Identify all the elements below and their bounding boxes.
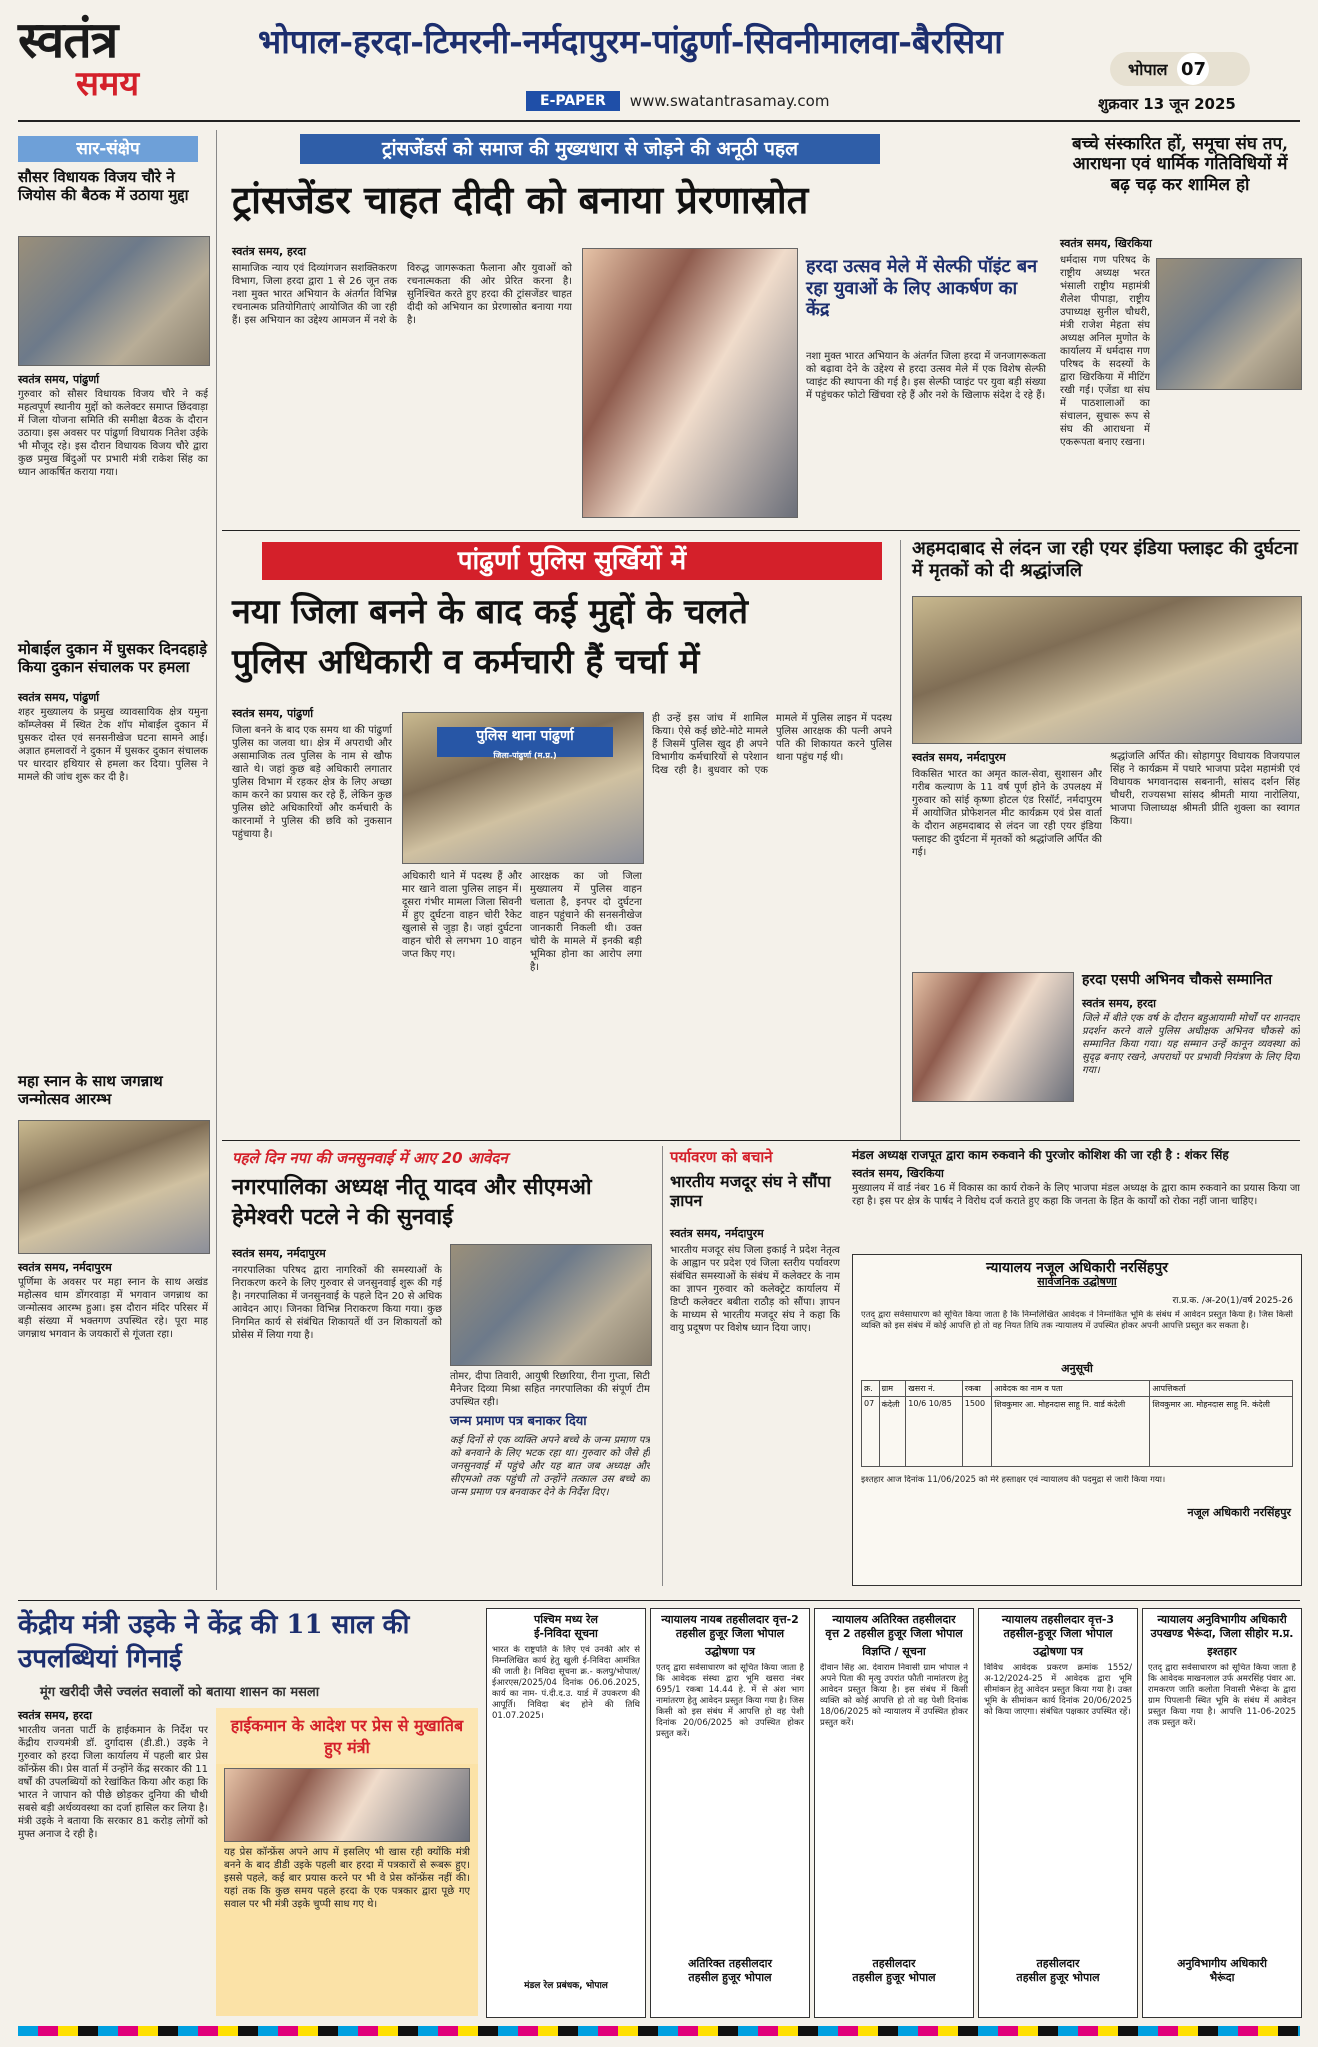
edition-title: भोपाल-हरदा-टिमरनी-नर्मदापुरम-पांढुर्णा-सिवनीमालवा-बैरसिया	[258, 22, 1003, 61]
police-station-sign-text: पुलिस थाना पांढुर्णा	[476, 728, 574, 744]
left-column-divider	[216, 130, 217, 1590]
left-story2-byline: स्वतंत्र समय, पांढुर्णा	[18, 691, 100, 704]
air-india-byline: स्वतंत्र समय, नर्मदापुरम	[912, 751, 1006, 764]
issue-date: शुक्रवार 13 जून 2025	[1098, 95, 1236, 113]
minister-box	[216, 1708, 478, 2016]
notice3-subtitle: तहसील-हुजूर जिला भोपाल	[1003, 1627, 1113, 1640]
police-body-col1: जिला बनने के बाद एक समय था की पांढुर्णा पुलिस का जलवा था। क्षेत्र में अपराधी और असामाजिक तत्व पुलिस के नाम से खौफ खाते थे। जहां कुछ बड़े अधिकारी लगातार पुलिस विभाग में रहकर क्षेत्र के लिए अच्छा काम करने का प्रयास कर रहे हैं, लेकिन कुछ पुलिस छोटे अधिकारियों और कर्मचारी के कारनामों ने पुलिस की छवि को नुकसान पहुंचाया है।	[232, 725, 392, 840]
municipal-body: नगरपालिका परिषद द्वारा नागरिकों की समस्याओं के निराकरण करने के लिए गुरुवार से जनसुनवाई शुरू की गई है। नगरपालिका में जनसुनवाई के पहले दिन 20 से अधिक आवेदन आए। जिनका विभिन्न निराकरण किया गया। कुछ निगमित कार्य से संबंधित शिकायतें थीं उन शिकायतों को प्रोसेस में लिया गया है।	[232, 1265, 442, 1341]
police-headline-line2: पुलिस अधिकारी व कर्मचारी हैं चर्चा में	[232, 642, 700, 682]
page-city: भोपाल	[1128, 60, 1168, 79]
court-td: कंदेली	[879, 1397, 906, 1467]
selfie-point-headline: हरदा उत्सव मेले में सेल्फी पॉइंट बन रहा युवाओं के लिए आकर्षण का केंद्र	[806, 256, 1038, 321]
shankar-singh-byline: स्वतंत्र समय, खिरकिया	[852, 1167, 944, 1180]
right-top-body: धर्मदास गण परिषद के राष्ट्रीय अध्यक्ष भरत भंसाली राष्ट्रीय महामंत्री शैलेश पीपाड़ा, राष्ट्रीय उपाध्यक्ष सुनील चौधरी, मंत्री राजेश मेहता संघ अध्यक्ष अनिल मुणोत के कार्यालय में धर्मदास गण परिषद के सदस्यों के द्वारा खिरकिया में मीटिंग रखी गई। एजेंडा था संघ में पाठशालाओं का संचालन, सुचारू रूप से संघ की आराधना में एकरूपता बनाए रखना।	[1060, 255, 1150, 448]
addl-tahsildar-notice	[814, 1608, 974, 2018]
police-body-col4: ही उन्हें इस जांच में शामिल किया। ऐसे कई छोटे-मोटे मामले हैं जिसमें पुलिस खुद ही अपने विभागीय कर्मचारियों से परेशान दिख रही है। बुधवार को एक मामले में पुलिस लाइन में पदस्थ पुलिस आरक्षक की पत्नी अपने पति की शिकायत करने पुलिस थाना पहुंच गई थी।	[652, 713, 892, 776]
railway-title: पश्चिम मध्य रेल	[533, 1613, 599, 1626]
environment-divider	[662, 1146, 663, 1586]
left-story3-byline: स्वतंत्र समय, नर्मदापुरम	[18, 1261, 112, 1274]
railway-subtitle: ई-निविदा सूचना	[534, 1627, 598, 1640]
harda-sp-headline: हरदा एसपी अभिनव चौकसे सम्मानित	[1082, 972, 1272, 988]
right-top-photo	[1156, 258, 1302, 390]
railway-tender-notice	[486, 1608, 646, 2018]
tahsildar-vritt3-notice	[978, 1608, 1138, 2018]
notice2-footer-2: तहसील हुजूर भोपाल	[852, 1971, 936, 1984]
section-divider-2	[222, 1140, 1300, 1141]
left-story1-photo	[18, 236, 210, 366]
municipal-kicker: पहले दिन नपा की जनसुनवाई में आए 20 आवेदन	[232, 1149, 508, 1167]
court-th: रकबा	[962, 1381, 991, 1397]
railway-footer: मंडल रेल प्रबंधक, भोपाल	[524, 1981, 608, 1991]
left-story2-body: शहर मुख्यालय के प्रमुख व्यावसायिक क्षेत्र यमुना कॉम्प्लेक्स में स्थित टेक शॉप मोबाईल दुकान में घुसकर दोस्त एवं सनसनीखेज घटना सामने आई। अज्ञात हमलावरों ने दुकान में घुसकर दुकान संचालक पर धारदार हथियार से हमला कर दिया। पुलिस ने मामले की जांच शुरू कर दी है।	[18, 707, 208, 783]
court-notice-case: रा.प्र.क. /अ-20(1)/वर्ष 2025-26	[1172, 1296, 1293, 1306]
shankar-singh-body: मुख्यालय में वार्ड नंबर 16 में विकास का कार्य रोकने के लिए भाजपा मंडल अध्यक्ष के द्वारा काम रुकवाने का प्रयास किया जा रहा है। इस पर क्षेत्र के पार्षद ने विरोध दर्ज कराते हुए कहा कि जनता के हित के कार्यों को रोका नहीं जाना चाहिए।	[852, 1183, 1300, 1207]
environment-byline: स्वतंत्र समय, नर्मदापुरम	[670, 1227, 764, 1240]
police-body-col3: आरक्षक का जो जिला मुख्यालय में पुलिस वाहन चलाता है, इनपर दो दुर्घटना वाहन पहुंचाने की सनसनीखेज जानकारी निकली थी। उक्त चोरी के मामले में इनकी बड़ी भूमिका होना का आरोप लगा है।	[530, 871, 642, 973]
lead-body: सामाजिक न्याय एवं दिव्यांगजन सशक्तिकरण विभाग, जिला हरदा द्वारा 1 से 26 जून तक नशा मुक्त भारत अभियान के अंतर्गत विभिन्न रचनात्मक प्रतियोगिताएं आयोजित की जा रही हैं। इस अभियान का उद्देश्य आमजन में नशे के विरुद्ध जागरूकता फैलाना और युवाओं को रचनात्मकता की ओर प्रेरित करना है। सुनिश्चित करते हुए हरदा की ट्रांसजेंडर चाहत दीदी को अभियान का प्रेरणास्रोत बनाया गया है।	[232, 263, 572, 326]
minister-subheadline: मूंग खरीदी जैसे ज्वलंत सवालों को बताया शासन का मसला	[40, 1685, 320, 1700]
notice4-footer-1: अनुविभागीय अधिकारी	[1177, 1957, 1267, 1970]
court-notice-table	[861, 1380, 1293, 1467]
court-notice-signature: नजूल अधिकारी नरसिंहपुर	[1187, 1506, 1291, 1519]
naib-tahsildar-notice	[650, 1608, 810, 2018]
court-th: ग्राम	[879, 1381, 906, 1397]
court-th: खसरा नं.	[906, 1381, 962, 1397]
left-story1-headline: सौसर विधायक विजय चौरे ने जियोस की बैठक में उठाया मुद्दा	[18, 168, 189, 204]
minister-box-headline: हाईकमान के आदेश पर प्रेस से मुखातिब हुए मंत्री	[216, 1708, 478, 1764]
notice4-subtitle: उपखण्ड भैरूंदा, जिला सीहोर म.प्र.	[1150, 1627, 1294, 1640]
court-td: शिवकुमार आ. मोहनदास साहू नि. वार्ड कंदेली	[992, 1397, 1150, 1467]
lead-headline: ट्रांसजेंडर चाहत दीदी को बनाया प्रेरणास्रोत	[232, 177, 809, 222]
notice1-body: एतद् द्वारा सर्वसाधारण को सूचित किया जाता है कि आवेदक संस्था द्वारा भूमि खसरा नंबर 695/1 रकबा 14.44 हे. में से अंश भाग नामांतरण हेतु आवेदन प्रस्तुत किया गया है। जिस किसी को इस संबंध में आपत्ति हो वह पेशी दिनांक 20/06/2025 को उपस्थित होकर प्रस्तुत करें।	[656, 1663, 804, 1739]
website-link[interactable]: www.swatantrasamay.com	[629, 92, 830, 110]
court-notice-body: एतद् द्वारा सर्वसाधारण को सूचित किया जाता है कि निम्नलिखित आवेदक ने निम्नांकित भूमि के संबंध में आवेदन प्रस्तुत किया है। जिस किसी व्यक्ति को इस संबंध में कोई आपत्ति हो तो वह नियत तिथि तक न्यायालय में उपस्थित होकर अपनी आपत्ति प्रस्तुत कर सकता है।	[861, 1310, 1293, 1331]
air-india-body: विकसित भारत का अमृत काल-सेवा, सुशासन और गरीब कल्याण के 11 वर्ष पूर्ण होने के उपलक्ष्य में गुरुवार को सांई कृष्णा होटल एंड रिसॉर्ट, नर्मदापुरम में आयोजित प्रोफेशनल मीट कार्यक्रम एवं प्रेस वार्ता के दौरान अहमदाबाद से लंदन जा रही एयर इंडिया फ्लाइट की दुर्घटना में मृतकों को श्रद्धांजलि अर्पित की गई।	[912, 769, 1102, 858]
notice2-title: न्यायालय अतिरिक्त तहसीलदार	[832, 1613, 956, 1626]
municipal-headline: नगरपालिका अध्यक्ष नीतू यादव और सीएमओ हेमेश्वरी पटले ने की सुनवाई	[232, 1174, 592, 1230]
police-kicker: पांढुर्णा पुलिस सुर्खियों में	[262, 542, 882, 580]
environment-body: भारतीय मजदूर संघ जिला इकाई ने प्रदेश नेतृत्व के आह्वान पर प्रदेश एवं जिला स्तरीय पर्यावरण संबंधित समस्याओं के संबंध में कलेक्टर के नाम का ज्ञापन गुरुवार को कलेक्ट्रेट कार्यालय में डिप्टी कलेक्टर बबीता राठौड़ को सौंपा। ज्ञापन के माध्यम से भारतीय मजदूर संघ ने कहा कि वायु प्रदूषण पर विशेष ध्यान दिया जाए।	[670, 1245, 840, 1334]
court-notice-schedule: अनुसूची	[1061, 1362, 1093, 1375]
notice1-title: न्यायालय नायब तहसीलदार वृत्त-2	[661, 1613, 799, 1626]
epaper-badge: E-PAPER	[526, 91, 620, 111]
police-station-sign-small: जिला-पांढुर्णा (म.प्र.)	[493, 751, 557, 760]
minister-byline: स्वतंत्र समय, हरदा	[18, 1709, 92, 1722]
left-story2-headline: मोबाईल दुकान में घुसकर दिनदहाड़े किया दुकान संचालक पर हमला	[18, 640, 208, 676]
notice2-body: दीवान सिंह आ. देवाराम निवासी ग्राम भोपाल ने अपने पिता की मृत्यु उपरांत फौती नामांतरण हेतु आवेदन प्रस्तुत किया है। इस संबंध में किसी व्यक्ति को कोई आपत्ति हो तो वह पेशी दिनांक 18/06/2025 को न्यायालय में उपस्थित होकर प्रस्तुत करें।	[820, 1663, 968, 1728]
chahat-didi-photo	[582, 248, 798, 518]
page-badge	[1110, 52, 1250, 86]
court-td: 07	[862, 1397, 880, 1467]
harda-sp-byline: स्वतंत्र समय, हरदा	[1082, 997, 1156, 1010]
minister-box-body: यह प्रेस कॉन्फ्रेंस अपने आप में इसलिए भी खास रही क्योंकि मंत्री बनने के बाद डीडी उइके पहली बार हरदा में पत्रकारों से रूबरू हुए। इससे पहले, कई बार प्रयास करने पर भी वे प्रेस कॉन्फ्रेंस नहीं की। यहां तक कि कुछ समय पहले हरदा के एक पत्रकार द्वारा पूछे गए सवाल पर भी मंत्री उइके चुप्पी साध गए थे।	[224, 1847, 470, 1910]
minister-headline: केंद्रीय मंत्री उइके ने केंद्र की 11 साल की उपलब्धियां गिनाई	[18, 1610, 410, 1674]
environment-headline: भारतीय मजदूर संघ ने सौंपा ज्ञापन	[670, 1172, 831, 1211]
birth-certificate-body: कई दिनों से एक व्यक्ति अपने बच्चे के जन्म प्रमाण पत्र को बनवाने के लिए भटक रहा था। गुरुवार को जैसे ही जनसुनवाई में पहुंचे और यह बात जब अध्यक्ष और सीएमओ तक पहुंची तो उन्होंने तत्काल उस बच्चे का जन्म प्रमाण पत्र बनवाकर देने के निर्देश दिए।	[450, 1435, 650, 1498]
notice1-footer-1: अतिरिक्त तहसीलदार	[688, 1957, 772, 1970]
court-notice-subtitle: सार्वजनिक उद्घोषणा	[1037, 1275, 1117, 1288]
court-th: आवेदक का नाम व पता	[992, 1381, 1150, 1397]
notice1-footer-2: तहसील हुजूर भोपाल	[688, 1971, 772, 1984]
harda-sp-body: जिले में बीते एक वर्ष के दौरान बहुआयामी मोर्चों पर शानदार प्रदर्शन करने वाले पुलिस अधीक्षक अभिनव चौकसे को सम्मानित किया गया। यह सम्मान उन्हें कानून व्यवस्था को सुदृढ़ बनाए रखने, अपराधों पर प्रभावी नियंत्रण के लिए दिया गया।	[1082, 1013, 1300, 1076]
municipal-photo-caption: तोमर, दीपा तिवारी, आयुषी रिछारिया, रीना गुप्ता, सिटी मैनेजर दिव्या मिश्रा सहित नगरपालिका की संपूर्ण टीम उपस्थित रही।	[450, 1371, 650, 1408]
air-india-body2: श्रद्धांजलि अर्पित की। सोहागपुर विधायक विजयपाल सिंह ने कार्यक्रम में पधारे भाजपा प्रदेश महामंत्री एवं विधायक भगवानदास सबनानी, सांसद दर्शन सिंह चौधरी, राज्यसभा सांसद श्रीमती माया नारोलिया, भाजपा जिलाध्यक्ष श्रीमती प्रीति शुक्ला का स्वागत किया।	[1110, 751, 1300, 827]
municipal-byline: स्वतंत्र समय, नर्मदापुरम	[232, 1247, 326, 1260]
notice4-footer-2: भैरूंदा	[1209, 1971, 1235, 1984]
left-story1-byline: स्वतंत्र समय, पांढुर्णा	[18, 373, 100, 386]
air-india-photo	[912, 596, 1302, 744]
notice2-heading: विज्ञप्ति / सूचना	[862, 1645, 926, 1658]
page-number: 07	[1177, 53, 1209, 85]
right-top-byline: स्वतंत्र समय, खिरकिया	[1060, 237, 1152, 250]
notice3-footer-2: तहसील हुजूर भोपाल	[1016, 1971, 1100, 1984]
court-table-header	[862, 1381, 1293, 1397]
logo-main: स्वतंत्र	[18, 10, 118, 69]
left-story3-photo	[18, 1120, 210, 1254]
court-td: 1500	[962, 1397, 991, 1467]
left-story3-body: पूर्णिमा के अवसर पर महा स्नान के साथ अखंड महोत्सव धाम डोंगरवाड़ा में भगवान जगन्नाथ का जन्मोत्सव आरम्भ हुआ। इस दौरान मंदिर परिसर में बड़ी संख्या में भक्तगण उपस्थित रहे। पूरा माह जगन्नाथ भगवान के जयकारों से गूंजता रहा।	[18, 1277, 208, 1340]
court-notice-footer: इश्तहार आज दिनांक 11/06/2025 को मेरे हस्ताक्षर एवं न्यायालय की पदमुद्रा से जारी किया गया।	[861, 1475, 1166, 1485]
police-body-col2: अधिकारी थाने में पदस्थ हैं और मार खाने वाला पुलिस लाइन में। दूसरा गंभीर मामला जिला सिवनी में हुए दुर्घटना वाहन चोरी रैकेट खुलासे से जुड़ा है। जहां दुर्घटना वाहन चोरी से लगभग 10 वाहन जप्त किए गए।	[402, 871, 522, 960]
logo-sub: समय	[76, 64, 140, 104]
court-notice-title: न्यायालय नजूल अधिकारी नरसिंहपुर	[986, 1260, 1168, 1276]
notice4-body: एतद् द्वारा सर्वसाधारण को सूचित किया जाता है कि आवेदक माखनलाल उर्फ अमरसिंह पंवार आ. रामकरण जाति कलोता निवासी भैरूंदा के द्वारा ग्राम पिपलानी स्थित भूमि के संबंध में आवेदन प्रस्तुत किया गया है। आपत्ति 11-06-2025 तक प्रस्तुत करें।	[1148, 1663, 1296, 1728]
left-story3-headline: महा स्नान के साथ जगन्नाथ जन्मोत्सव आरम्भ	[18, 1072, 163, 1108]
police-headline-line1: नया जिला बनने के बाद कई मुद्दों के चलते	[232, 592, 749, 632]
lead-byline: स्वतंत्र समय, हरदा	[232, 245, 306, 258]
court-td: शिवकुमार आ. मोहनदास साहू नि. कंदेली	[1150, 1397, 1293, 1467]
notice2-footer-1: तहसीलदार	[872, 1957, 916, 1970]
sdm-bhairunda-notice	[1142, 1608, 1302, 2018]
top-banner: ट्रांसजेंडर्स को समाज की मुख्यधारा से जोड़ने की अनूठी पहल	[300, 134, 880, 164]
notice4-heading: इश्तहार	[1207, 1645, 1237, 1658]
section-divider-1	[222, 530, 1300, 531]
environment-kicker: पर्यावरण को बचाने	[670, 1148, 773, 1166]
railway-body: भारत के राष्ट्रपति के लिए एवं उनकी ओर से निम्नलिखित कार्य हेतु खुली ई-निविदा आमंत्रित की जाती है। निविदा सूचना क्र.- कलपु/भोपाल/ईआरएस/2025/04 दिनांक 06.06.2025, कार्य का नाम- पं.दी.द.उ. यार्ड में उपकरण की आपूर्ति। निविदा बंद होने की तिथि 01.07.2025।	[492, 1645, 640, 1721]
print-registration-strip	[18, 2026, 1300, 2036]
section-divider-3	[18, 1600, 1300, 1601]
section-label: सार-संक्षेप	[18, 136, 198, 162]
notice4-title: न्यायालय अनुविभागीय अधिकारी	[1157, 1613, 1287, 1626]
notice1-subtitle: तहसील हुजूर जिला भोपाल	[675, 1627, 785, 1640]
notice1-heading: उद्घोषणा पत्र	[705, 1645, 755, 1658]
court-notice	[852, 1254, 1302, 1586]
notice3-heading: उद्घोषणा पत्र	[1033, 1645, 1083, 1658]
left-story1-body: गुरुवार को सौसर विधायक विजय चौरे ने कई महत्वपूर्ण स्थानीय मुद्दों को कलेक्टर समाप्त छिंदवाड़ा में जिला योजना समिति की समीक्षा बैठक के दौरान उठाया। इस अवसर पर पांढुर्णा विधायक नितेश उईके भी मौजूद रहे। इस दौरान विधायक विजय चौरे द्वारा कुछ प्रमुख बिंदुओं पर प्रभारी मंत्री राकेश सिंह का ध्यान आकर्षित कराया गया।	[18, 389, 208, 478]
police-byline: स्वतंत्र समय, पांढुर्णा	[232, 707, 314, 720]
notice2-subtitle: वृत्त 2 तहसील हुजूर जिला भोपाल	[825, 1627, 963, 1640]
notice3-body: विविध आवेदक प्रकरण क्रमांक 1552/अ-12/2024-25 में आवेदक द्वारा भूमि सीमांकन हेतु आवेदन प्रस्तुत किया गया है। उक्त भूमि के सीमांकन कार्य दिनांक 20/06/2025 को किया जाएगा। संबंधित पक्षकार उपस्थित रहें।	[984, 1663, 1132, 1717]
notice3-footer-1: तहसीलदार	[1036, 1957, 1080, 1970]
middle-divider	[900, 540, 901, 1140]
newspaper-logo	[18, 10, 218, 106]
minister-body: भारतीय जनता पार्टी के हाईकमान के निर्देश पर केंद्रीय राज्यमंत्री डॉ. दुर्गादास (डी.डी.) उइके ने गुरुवार को हरदा जिला कार्यालय में पहली बार प्रेस कॉन्फ्रेंस की। प्रेस वार्ता में उन्होंने केंद्र सरकार की 11 वर्षों की उपलब्धियों को रेखांकित किया और कहा कि भारत ने जापान को पीछे छोड़कर दुनिया की चौथी सबसे बड़ी अर्थव्यवस्था का दर्जा हासिल कर लिया है। मंत्री उइके ने बताया कि सरकार 81 करोड़ लोगों को मुफ्त अनाज दे रही है।	[18, 1725, 208, 1840]
shankar-singh-headline: मंडल अध्यक्ष राजपूत द्वारा काम रुकवाने की पुरजोर कोशिश की जा रही है : शंकर सिंह	[852, 1148, 1229, 1162]
court-td: 10/6 10/85	[906, 1397, 962, 1467]
harda-sp-photo	[912, 972, 1074, 1102]
court-th: आपत्तिकर्ता	[1150, 1381, 1293, 1397]
notice3-title: न्यायालय तहसीलदार वृत्त-3	[1001, 1613, 1115, 1626]
selfie-point-body: नशा मुक्त भारत अभियान के अंतर्गत जिला हरदा में जनजागरूकता को बढ़ावा देने के उद्देश्य से हरदा उत्सव मेले में एक विशेष सेल्फी प्वाइंट की स्थापना की गई है। इस सेल्फी प्वाइंट पर युवा बड़ी संख्या में पहुंचकर फोटो खिंचवा रहे हैं और नशे के खिलाफ संदेश दे रहे हैं।	[806, 351, 1046, 401]
air-india-headline: अहमदाबाद से लंदन जा रही एयर इंडिया फ्लाइट की दुर्घटना में मृतकों को दी श्रद्धांजलि	[912, 538, 1298, 581]
municipal-photo	[450, 1244, 652, 1366]
police-station-photo	[402, 712, 644, 864]
epaper-row	[526, 90, 829, 112]
minister-photo	[224, 1768, 470, 1842]
right-top-headline: बच्चे संस्कारित हों, समूचा संघ तप, आराधना एवं धार्मिक गतिविधियों में बढ़ चढ़ कर शामिल हो	[1071, 134, 1289, 195]
birth-certificate-headline: जन्म प्रमाण पत्र बनाकर दिया	[450, 1414, 587, 1429]
table-row	[862, 1397, 1293, 1467]
court-th: क्र.	[862, 1381, 880, 1397]
police-station-sign	[437, 727, 613, 760]
masthead-divider	[18, 120, 1300, 122]
